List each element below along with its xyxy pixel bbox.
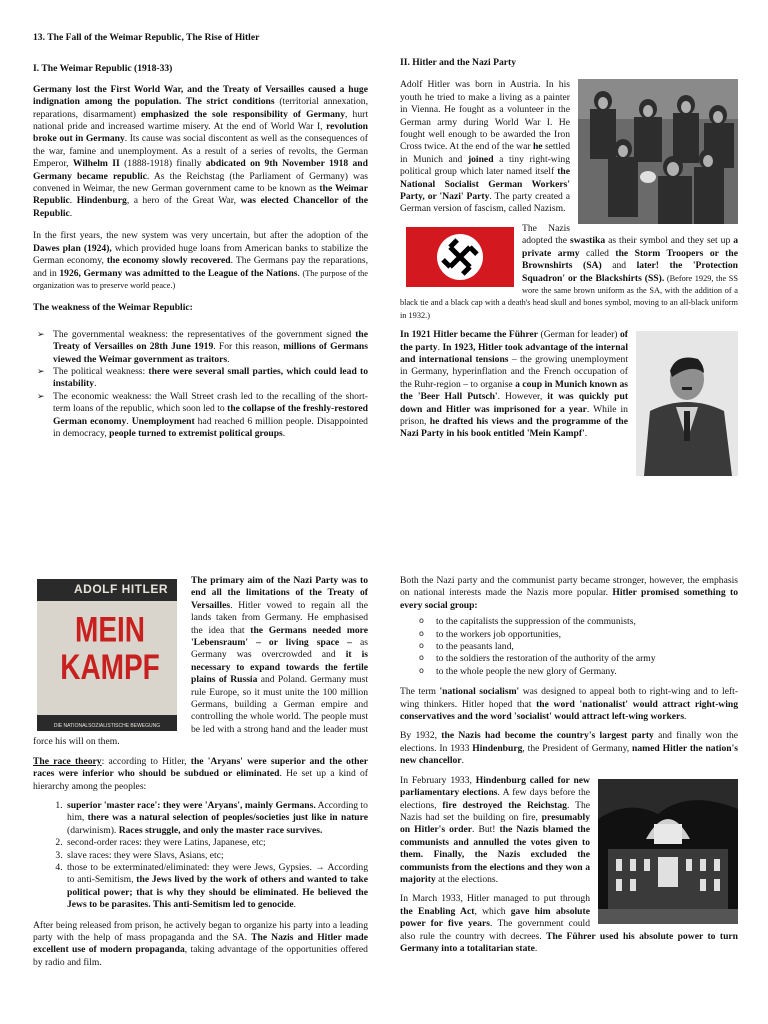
text-run: had reached 6 million people. Disappointed in democracy, <box>53 415 368 439</box>
power-paragraph-2 <box>400 686 738 723</box>
cover-title-line-1: MEIN <box>75 610 145 649</box>
text-run: In 1921 Hitler became the Führer <box>400 329 538 341</box>
power-paragraph-1 <box>400 575 738 612</box>
text-run: abdicated on 9th November 1918 and Germany became republic <box>33 158 368 182</box>
list-item: o to the peasants land, <box>436 641 738 653</box>
text-run: the Nazis had become the country's largest party <box>441 730 654 742</box>
text-run: revolution broke out in Germany <box>33 121 368 145</box>
race-list <box>33 800 368 912</box>
document-title: 13. The Fall of the Weimar Republic, The Rise of Hitler <box>33 32 260 43</box>
text-run: (1888-1918) finally <box>119 158 206 170</box>
propaganda-paragraph <box>33 920 368 970</box>
text-run: By 1932, <box>400 730 442 742</box>
text-run: Hindenburg <box>472 742 523 754</box>
text-run: the Jews lived by the work of others and wanted to take political power; that is why they should be eliminated <box>67 874 368 898</box>
text-run: fire destroyed the Reichstag <box>442 799 567 811</box>
weakness-list <box>33 329 368 441</box>
cover-bottom-text: DIE NATIONALSOZIALISTISCHE BEWEGUNG <box>53 723 161 729</box>
text-run: , which <box>474 905 511 917</box>
list-item <box>53 391 368 441</box>
text-run: . For this reason, <box>213 341 284 353</box>
list-item: o to the workers job opportunities, <box>436 629 738 641</box>
text-run: . The government could also rule the country with decrees. <box>400 918 590 942</box>
text-run: the word 'nationalist' would attract right-wing conservatives and the word 'socialist' would attract left-wing workers <box>400 698 738 723</box>
text-run: and finally won the elections. In 1933 <box>400 730 739 754</box>
text-run: a private army <box>522 235 738 259</box>
text-run: . He set up a kind of hierarchy among the peoples: <box>33 768 368 792</box>
text-run: . <box>94 378 97 390</box>
text-run: . However, <box>497 391 548 403</box>
text-run: he <box>532 141 543 153</box>
text-run: Unemployment <box>131 415 195 427</box>
cover-author: ADOLF HITLER <box>74 582 168 596</box>
text-run: . <box>227 353 230 365</box>
list-item <box>65 850 368 862</box>
text-run: In the first years, the new system was very uncertain, but after the adoption of the <box>33 230 368 242</box>
text-run: there was a natural selection of peoples/societies just like in nature <box>87 812 368 824</box>
text-run: The term <box>400 686 440 698</box>
weimar-paragraph-1 <box>33 84 368 220</box>
list-item: o to the capitalists the suppression of the communists, <box>436 616 738 628</box>
text-run: Germany lost the First World War, and the Treaty of Versailles caused a huge indignation among the population. The strict conditions <box>33 83 368 108</box>
text-run: . The party created a German version of fascism, called Nazism. <box>400 191 570 215</box>
text-run: as their symbol and they set up <box>605 235 734 247</box>
text-run: joined <box>467 153 494 165</box>
text-run: named Hitler the nation's new chancellor <box>400 742 738 767</box>
list-item <box>53 329 368 366</box>
text-run: presumably on Hitler's order <box>400 811 590 836</box>
text-run: the Germans needed more 'Lebensraum' – or living space – <box>191 624 369 649</box>
text-run: the National Socialist German Workers' Party, or 'Nazi' Party <box>400 166 570 203</box>
text-run: and Poland. Germany must rule Europe, so it must unite the 100 million Germans, building a German empire and controlling the whole world. The people must be led with a strong hand and the leader must force his will on them. <box>33 674 368 748</box>
text-run: . Hitler vowed to regain all the lands taken from Germany. He emphasised the idea that <box>191 599 368 636</box>
text-run: . <box>296 886 303 898</box>
text-run: the Storm Troopers or the Brownshirts (SA) <box>522 247 738 272</box>
text-run: The primary aim of the Nazi Party was to end all the limitations of the Treaty of Versailles <box>191 575 368 611</box>
mein-kampf-cover <box>37 579 177 731</box>
text-run: the Enabling Act <box>400 905 475 917</box>
text-run: (German for leader) <box>538 329 620 341</box>
text-run: After being released from prison, he actively began to organize his party into a leading party with the help of mass propaganda and the SA. <box>33 919 368 943</box>
text-run: which provided huge loans from American banks to stabilize the German economy, <box>33 242 368 267</box>
text-run: . <box>461 755 464 767</box>
text-run: , taking advantage of the opportunities offered by radio and film. <box>33 944 368 968</box>
text-run: the Treaty of Versailles on 28th June 1919 <box>53 328 368 353</box>
text-run: 1926, Germany was admitted to the League of the Nations <box>59 267 298 279</box>
nazi-column <box>400 57 738 478</box>
hitler-portrait-photo <box>636 331 738 476</box>
text-run: of the party <box>400 329 628 353</box>
text-run: the collapse of the freshly-restored German economy <box>53 403 368 427</box>
text-run: Adolf Hitler was born in Austria. In his youth he tried to make a living as a painter in Vienna. He fought as a volunteer in the German army during World War I. He fought well enough to be awarded the Iron Cross twice. At the end of the war <box>400 79 570 153</box>
text-run: was designed to appeal both to right-wing and to left-wing thinkers. Hitler hoped that <box>400 686 739 710</box>
text-run: . The Germans pay the reparations, and in <box>33 255 369 279</box>
power-column <box>400 575 738 962</box>
text-run: In 1923, Hitler took advantage of the internal and international tensions <box>400 341 628 365</box>
text-run: at the elections. <box>435 873 499 885</box>
text-run: , hurt national pride and increased wartime misery. At the end of World War I, <box>33 108 368 133</box>
text-run: called <box>579 247 616 259</box>
text-run: Both the Nazi party and the communist party became stronger, however, the emphasis on national interests made the Nazis more popular. <box>400 575 738 599</box>
text-run: According to him, <box>67 799 368 824</box>
text-run: (Before 1929, the SS wore the same brown uniform as the SA, with the addition of a black tie and a black cap with a death's head skull and bones symbol, moving to an all-black uniform in 1932.) <box>400 273 739 320</box>
text-run: emphasized the sole responsibility of Germany <box>141 108 346 120</box>
text-run: the 'Aryans' were superior and the other races were inferior who should be subdued or eliminated <box>33 755 368 780</box>
list-item: o to the whole people the new glory of Germany. <box>436 666 738 678</box>
reichstag-fire-photo <box>598 779 738 924</box>
text-run: . But! <box>472 824 500 836</box>
text-run: . <box>684 711 687 723</box>
text-run: . <box>293 899 297 911</box>
text-run: he drafted his views and the programme of the Nazi Party in his book entitled 'Mein Kampf' <box>400 415 629 440</box>
text-run: . <box>534 942 538 954</box>
text-run: The Nazis adopted the <box>522 222 570 247</box>
text-run: millions of Germans viewed the Weimar government as traitors <box>53 341 368 365</box>
text-run: . A few days before the elections, <box>400 787 591 811</box>
text-run: the economy slowly recovered <box>106 255 231 267</box>
text-run: The governmental weakness: the representatives of the government signed <box>53 328 356 340</box>
text-run: The Führer used his absolute power to turn Germany into a totalitarian state <box>400 930 739 954</box>
text-run: Wilhelm II <box>72 158 120 170</box>
text-run: The economic weakness: the Wall Street crash led to the recalling of the short-term loans of the republic, which soon led to <box>53 390 368 415</box>
cover-title-line-2: KAMPF <box>60 647 160 687</box>
text-run: (darwinism). <box>67 824 119 836</box>
promise-list <box>400 616 738 678</box>
weimar-heading: I. The Weimar Republic (1918-33) <box>33 63 173 75</box>
text-run: He believed the Jews to be parasites. This anti-Semitism led to genocide <box>67 886 368 911</box>
text-run: superior 'master race': they were 'Aryans', mainly Germans. <box>67 799 316 811</box>
text-run: . Its cause was social discontent as well as the consequences of the war, famine and unemployment. As a result of a series of revolts, the German Emperor, <box>33 133 368 170</box>
aim-column <box>33 575 368 976</box>
power-paragraph-3 <box>400 730 738 767</box>
text-run: it was quickly put down and Hitler was imprisoned for a year <box>400 391 629 415</box>
text-run: , the President of Germany, <box>522 742 633 754</box>
text-run: . <box>126 415 132 427</box>
text-run: those to be exterminated/eliminated: they were Jews, Gypsies. → According to anti-Semitism, <box>67 861 368 886</box>
text-run: and <box>601 260 637 272</box>
nazi-heading: II. Hitler and the Nazi Party <box>400 57 517 68</box>
text-run: . <box>282 427 286 439</box>
text-run: swastika <box>569 235 606 247</box>
text-run: as Germany was overcrowded and <box>191 637 369 661</box>
text-run: . <box>437 341 443 353</box>
nazi-flag-image <box>406 227 514 287</box>
text-run: Hindenburg <box>76 195 127 207</box>
text-run: . <box>69 195 77 207</box>
text-run: . <box>584 428 588 440</box>
weimar-paragraph-2 <box>33 230 368 292</box>
text-run: – the growing unemployment in Germany, hyperinflation and the French occupation of the Ruhr-region – to organise <box>400 353 628 390</box>
weimar-column <box>33 32 368 440</box>
text-run: gave him absolute power for five years <box>400 905 590 930</box>
text-run: The Nazis and Hitler made excellent use of modern propaganda <box>33 931 368 956</box>
list-item: o to the soldiers the restoration of the authority of the army <box>436 653 738 665</box>
text-run: In February 1933, <box>400 774 476 786</box>
race-paragraph <box>33 756 368 793</box>
text-run: (The purpose of the organization was to preserve world peace.) <box>33 268 368 290</box>
text-run: . While in prison, <box>400 403 628 427</box>
hitler-soldiers-photo <box>578 79 738 224</box>
text-run: there were several small parties, which could lead to instability <box>53 365 368 390</box>
text-run: was elected Chancellor of the Republic <box>33 195 369 219</box>
list-item <box>65 862 368 912</box>
text-run: (territorial annexation, reparations, disarmament) <box>33 96 368 120</box>
text-run: , a hero of the Great War, <box>126 195 241 207</box>
text-run: In March 1933, Hitler managed to put through <box>400 893 590 905</box>
list-item <box>65 837 368 849</box>
text-run: Dawes plan (1924), <box>33 242 112 254</box>
text-run: the Nazis blamed the communists and annulled the votes given to them. Finally, the Nazis excluded the communists from the elections and they won a majority <box>400 824 590 885</box>
text-run: . <box>69 207 73 219</box>
text-run: : according to Hitler, <box>101 755 191 767</box>
text-run: the Weimar Republic <box>33 183 368 207</box>
text-run: a tiny right-wing political group which later named itself <box>400 153 570 178</box>
text-run: Hindenburg called for new parliamentary elections <box>400 774 590 799</box>
text-run: second-order races: they were Latins, Japanese, etc; <box>67 837 266 849</box>
cover-title <box>45 612 175 687</box>
text-run: Races struggle, and only the master race survives. <box>118 824 323 836</box>
text-run: . The Nazis had set the building on fire, <box>400 799 590 823</box>
text-run: it is necessary to expand towards the fertile plains of Russia <box>191 649 368 686</box>
text-run: The race theory <box>33 755 102 767</box>
text-run: later! the 'Protection Squadron' or the Blackshirts (SS). <box>522 260 738 284</box>
text-run: people turned to extremist political groups <box>109 427 283 439</box>
text-run: The political weakness: <box>53 365 149 377</box>
text-run: slave races: they were Slavs, Asians, etc; <box>67 849 224 861</box>
text-run: a coup in Munich known as the 'Beer Hall Putsch' <box>400 378 629 403</box>
text-run: . As the Reichstag (the Parliament of Germany) was convened in Weimar, the new German government came to be known as <box>33 170 368 195</box>
list-item <box>53 366 368 391</box>
text-run: 'national socialism' <box>439 686 520 698</box>
list-item <box>65 800 368 837</box>
text-run: settled in Munich and <box>400 141 570 165</box>
text-run: Hitler promised something to every social group: <box>400 587 739 611</box>
text-run: . <box>297 267 303 279</box>
weakness-heading: The weakness of the Weimar Republic: <box>33 302 193 314</box>
